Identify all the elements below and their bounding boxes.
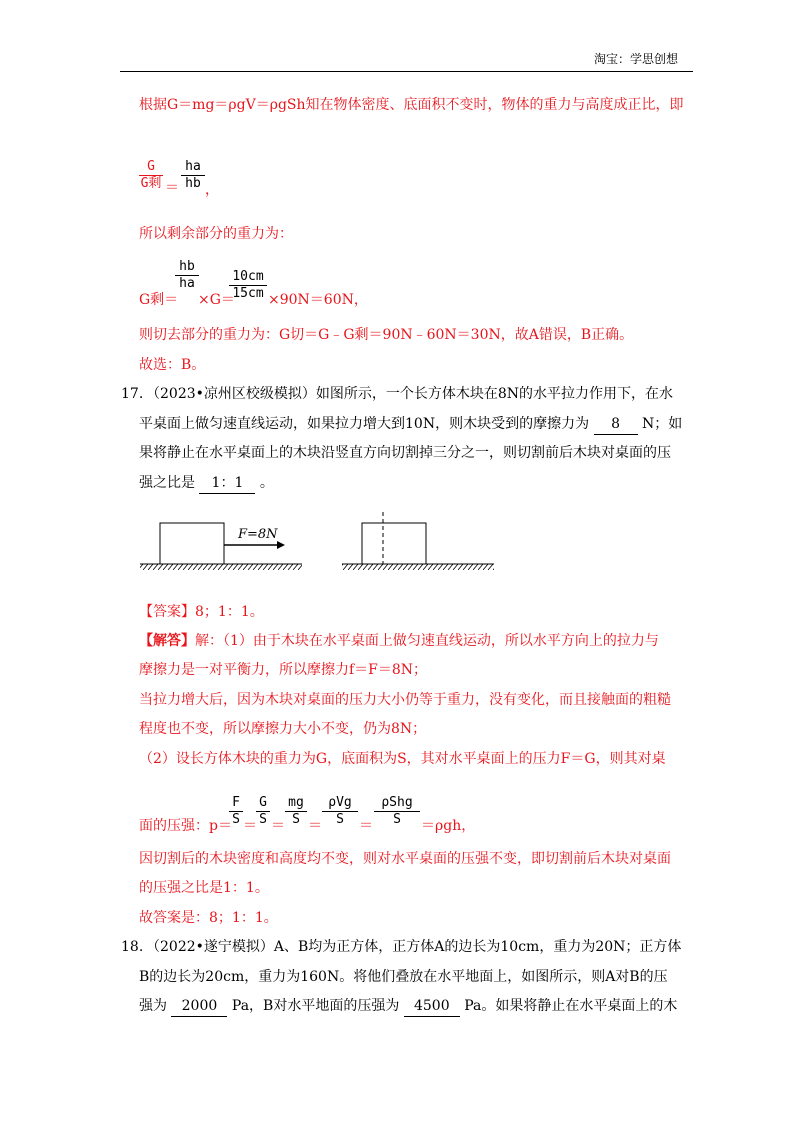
fraction-numerator: F	[232, 795, 240, 810]
solution-line: 则切去部分的重力为：G切＝G﹣G剩＝90N﹣60N＝30N，故A错误，B正确。	[139, 327, 634, 343]
analysis-line: 程度也不变，所以摩擦力大小不变，仍为8N；	[139, 721, 427, 737]
equals-sign: ＝	[359, 818, 373, 834]
pressure-tail: ＝ρgh，	[421, 818, 476, 834]
analysis-line: （2）设长方体木块的重力为G，底面积为S，其对水平桌面上的压力F＝G，则其对桌	[139, 751, 666, 767]
ground-hatch	[342, 564, 494, 570]
fraction-numerator: G	[147, 159, 155, 174]
fraction-denominator: ha	[179, 276, 195, 291]
answer-line: 【答案】8；1：1。	[139, 604, 264, 620]
answer-blank: 4500	[404, 996, 460, 1017]
question-text-part: Pa。如果将静止在水平桌面上的木	[464, 998, 678, 1014]
fraction-rshg-s	[374, 795, 420, 828]
comma: ，	[205, 182, 219, 198]
header-rule	[120, 71, 693, 72]
equals-sign: ＝	[271, 818, 285, 834]
analysis-text: 解：（1）由于木块在水平桌面上做匀速直线运动，所以水平方向上的拉力与	[195, 633, 659, 649]
calc-tail: ×90N＝60N，	[268, 292, 368, 308]
question-text	[139, 473, 274, 494]
final-answer: 故答案是：8；1：1。	[139, 910, 278, 926]
answer-blank: 2000	[171, 996, 227, 1017]
fraction-denominator: S	[292, 812, 300, 827]
analysis-tag: 【解答】	[139, 633, 195, 649]
fraction-h	[181, 159, 205, 192]
question-text-part: 。	[259, 475, 274, 491]
question-text: （2023•凉州区校级模拟）如图所示，一个长方体木块在8N的水平拉力作用下，在水	[146, 386, 674, 402]
analysis-line	[139, 631, 659, 651]
analysis-line: 因切割后的木块密度和高度均不变，则对水平桌面的压强不变，即切割前后木块对桌面	[139, 851, 671, 867]
fraction-numerator: G	[259, 795, 267, 810]
question-text: （2022•遂宁模拟）A、B均为正方体，正方体A的边长为10cm，重力为20N；正方体	[146, 939, 682, 955]
equals-sign: ＝	[165, 180, 179, 196]
fraction-mg-s	[285, 795, 307, 828]
analysis-line: 摩擦力是一对平衡力，所以摩擦力f＝F＝8N；	[139, 662, 428, 678]
ground-hatch	[140, 564, 302, 570]
fraction-numerator: ha	[185, 159, 201, 174]
fraction-rvg-s	[322, 795, 358, 828]
question-text	[139, 996, 677, 1017]
fraction-numerator: ρShg	[381, 795, 413, 810]
fraction-denominator: hb	[185, 176, 201, 191]
question-number: 18.	[121, 939, 144, 955]
answer-blank: 8	[594, 414, 638, 435]
fraction-numerator: mg	[288, 795, 304, 810]
arrow-head-icon	[277, 541, 285, 549]
equals-sign: ＝	[308, 818, 322, 834]
fraction-g	[139, 159, 163, 192]
calc-lhs: G剩＝	[139, 292, 179, 308]
question-text-part: 强为	[139, 998, 167, 1014]
fraction-numerator: ρVg	[328, 795, 352, 810]
wooden-block-cut	[362, 523, 426, 564]
question-number: 17.	[121, 386, 144, 402]
analysis-line: 的压强之比是1：1。	[139, 880, 269, 896]
question-text	[139, 414, 682, 435]
analysis-line: 当拉力增大后，因为木块对桌面的压力大小仍等于重力，没有变化，而且接触面的粗糙	[139, 692, 671, 708]
question-text-part: 强之比是	[139, 475, 195, 491]
fraction-denominator: S	[232, 812, 240, 827]
fraction-lengths	[229, 269, 267, 302]
equals-sign: ＝	[243, 818, 257, 834]
fraction-denominator: S	[336, 812, 344, 827]
question-text-part: N；如	[641, 416, 683, 432]
pressure-lhs: 面的压强：p＝	[139, 818, 232, 834]
question-text: B的边长为20cm，重力为160N。将他们叠放在水平地面上，如图所示，则A对B的压	[139, 969, 668, 985]
fraction-numerator: hb	[179, 259, 195, 274]
answer-blank: 1：1	[199, 473, 255, 494]
fraction-f-s	[229, 795, 243, 828]
solution-answer: 故选：B。	[139, 357, 206, 373]
fraction-denominator: G剩	[140, 176, 162, 191]
force-label: F=8N	[238, 527, 278, 542]
solution-line: 根据G＝mg＝ρgV＝ρgSh知在物体密度、底面积不变时，物体的重力与高度成正比，即	[139, 97, 684, 113]
question-text-part: Pa，B对水平地面的压强为	[231, 998, 400, 1014]
fraction-denominator: 15cm	[232, 286, 264, 301]
solution-line: 所以剩余部分的重力为：	[139, 226, 293, 242]
calc-mid: ×G＝	[198, 292, 235, 308]
wooden-block	[160, 523, 224, 564]
fraction-g-s	[256, 795, 270, 828]
header-source: 淘宝：学思创想	[594, 52, 679, 66]
question-text-part: 平桌面上做匀速直线运动，如果拉力增大到10N，则木块受到的摩擦力为	[139, 416, 590, 432]
fraction-numerator: 10cm	[232, 269, 264, 284]
fraction-denominator: S	[259, 812, 267, 827]
question-text: 果将静止在水平桌面上的木块沿竖直方向切割掉三分之一，则切割前后木块对桌面的压	[139, 445, 671, 461]
fraction-denominator: S	[393, 812, 401, 827]
block-figure	[138, 510, 508, 580]
fraction-h-ratio	[175, 259, 199, 292]
